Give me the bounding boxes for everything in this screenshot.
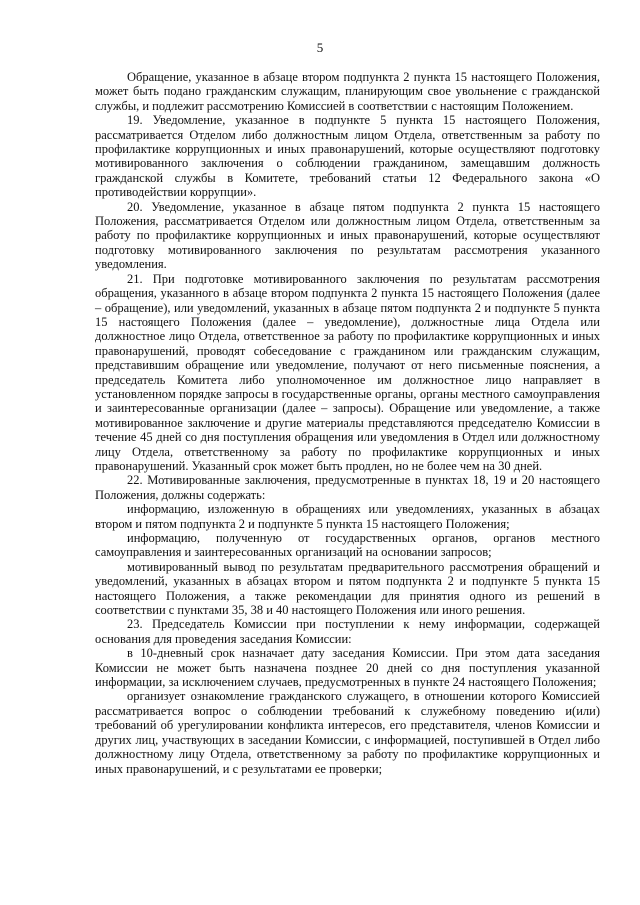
paragraph-23-item-1: в 10-дневный срок назначает дату заседания Комиссии. При этом дата заседания Комиссии не может быть назначена позднее 20 дней со дня поступления указанной информации, за исключением случаев, предусмотренных в пункте 24 настоящего Положения;	[95, 646, 600, 690]
paragraph-22-item-1: информацию, изложенную в обращениях или уведомлениях, указанных в абзацах втором и пятом подпункта 2 и подпункте 5 пункта 15 настоящего Положения;	[95, 502, 600, 531]
paragraph-23-item-2: организует ознакомление гражданского служащего, в отношении которого Комиссией рассматривается вопрос о соблюдении требований к служебному поведению и(или) требований об урегулировании конфликта интересов, его представителя, членов Комиссии и других лиц, участвующих в заседании Комиссии, с информацией, поступившей в Отдел либо должностному лицу Отдела, ответственному за работу по профилактике коррупционных и иных правонарушений, и с результатами ее проверки;	[95, 689, 600, 776]
paragraph-23: 23. Председатель Комиссии при поступлении к нему информации, содержащей основания для проведения заседания Комиссии:	[95, 617, 600, 646]
paragraph-22: 22. Мотивированные заключения, предусмотренные в пунктах 18, 19 и 20 настоящего Положения, должны содержать:	[95, 473, 600, 502]
document-body	[95, 70, 600, 776]
paragraph-20: 20. Уведомление, указанное в абзаце пятом подпункта 2 пункта 15 настоящего Положения, рассматривается Отделом или должностным лицом Отдела, ответственным за работу по профилактике коррупционных и иных правонарушений, которые осуществляют подготовку мотивированного заключения по результатам рассмотрения указанного уведомления.	[95, 199, 600, 272]
paragraph-22-item-3: мотивированный вывод по результатам предварительного рассмотрения обращений и уведомлений, указанных в абзацах втором и пятом подпункта 2 и подпункте 5 пункта 15 настоящего Положения, а также рекомендации для принятия одного из решений в соответствии с пунктами 35, 38 и 40 настоящего Положения или иного решения.	[95, 559, 600, 618]
page-number: 5	[316, 40, 324, 55]
paragraph-appeal-note: Обращение, указанное в абзаце втором подпункта 2 пункта 15 настоящего Положения, может быть подано гражданским служащим, планирующим свое увольнение с гражданской службы, и подлежит рассмотрению Комиссией в соответствии с настоящим Положением.	[95, 70, 600, 113]
paragraph-21: 21. При подготовке мотивированного заключения по результатам рассмотрения обращения, указанного в абзаце втором подпункта 2 пункта 15 настоящего Положения (далее – обращение), или уведомлений, указанных в абзаце пятом подпункта 2 и подпункте 5 пункта 15 настоящего Положения (далее – уведомление), должностные лица Отдела или должностное лицо Отдела, ответственное за работу по профилактике коррупционных и иных правонарушений, проводят собеседование с гражданином или гражданским служащим, представившим обращение или уведомление, получают от него письменные пояснения, а председатель Комитета либо уполномоченное им должностное лицо направляет в установленном порядке запросы в государственные органы, органы местного самоуправления и заинтересованные организации (далее – запросы). Обращение или уведомление, а также мотивированное заключение и другие материалы представляются председателю Комиссии в течение 45 дней со дня поступления обращения или уведомления в Отдел или должностному лицу Отдела, ответственному за работу по профилактике коррупционных и иных правонарушений. Указанный срок может быть продлен, но не более чем на 30 дней.	[95, 271, 600, 473]
paragraph-19: 19. Уведомление, указанное в подпункте 5 пункта 15 настоящего Положения, рассматривается Отделом либо должностным лицом Отдела, ответственным за работу по профилактике коррупционных и иных правонарушений, которые осуществляют подготовку мотивированного заключения о соблюдении гражданином, замещавшим должность гражданской службы в Комитете, требований статьи 12 Федерального закона «О противодействии коррупции».	[95, 113, 600, 200]
paragraph-22-item-2: информацию, полученную от государственных органов, органов местного самоуправления и заинтересованных организаций на основании запросов;	[95, 531, 600, 560]
